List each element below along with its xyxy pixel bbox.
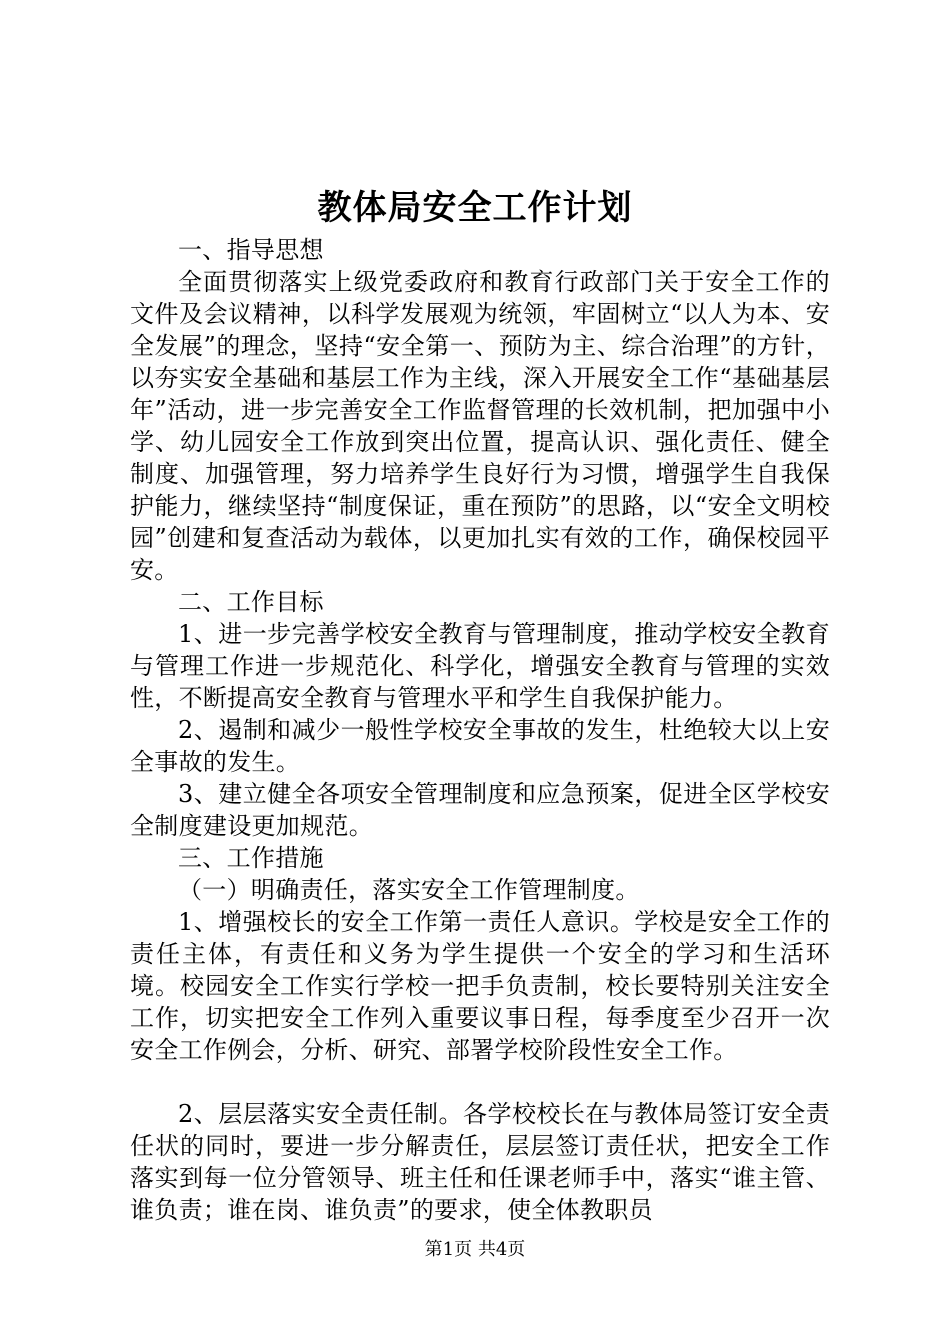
paragraph-goal-3: 3、建立健全各项安全管理制度和应急预案，促进全区学校安全制度建设更加规范。	[130, 780, 830, 840]
paragraph-goal-2: 2、遏制和减少一般性学校安全事故的发生，杜绝较大以上安全事故的发生。	[130, 716, 830, 776]
paragraph-measure-2: 2、层层落实安全责任制。各学校校长在与教体局签订安全责任状的同时，要进一步分解责任，层层签订责任状，把安全工作落实到每一位分管领导、班主任和任课老师手中，落实“谁主管、谁负责；谁在岗、谁负责”的要求，使全体教职员	[130, 1100, 830, 1224]
subsection-heading-responsibility: （一）明确责任，落实安全工作管理制度。	[178, 876, 640, 904]
paragraph-measure-1: 1、增强校长的安全工作第一责任人意识。学校是安全工作的责任主体，有责任和义务为学生提供一个安全的学习和生活环境。校园安全工作实行学校一把手负责制，校长要特别关注安全工作，切实把安全工作列入重要议事日程，每季度至少召开一次安全工作例会，分析、研究、部署学校阶段性安全工作。	[130, 908, 830, 1064]
paragraph-goal-1: 1、进一步完善学校安全教育与管理制度，推动学校安全教育与管理工作进一步规范化、科学化，增强安全教育与管理的实效性，不断提高安全教育与管理水平和学生自我保护能力。	[130, 620, 830, 712]
document-title: 教体局安全工作计划	[317, 188, 633, 228]
document-body	[130, 234, 830, 1226]
section-heading-work-measures: 三、工作措施	[178, 844, 324, 872]
page-footer: 第1页 共4页	[424, 1239, 526, 1260]
paragraph-guiding-thought: 全面贯彻落实上级党委政府和教育行政部门关于安全工作的文件及会议精神，以科学发展观为统领，牢固树立“以人为本、安全发展”的理念，坚持“安全第一、预防为主、综合治理”的方针，以夯实安全基础和基层工作为主线，深入开展安全工作“基础基层年”活动，进一步完善安全工作监督管理的长效机制，把加强中小学、幼儿园安全工作放到突出位置，提高认识、强化责任、健全制度、加强管理，努力培养学生良好行为习惯，增强学生自我保护能力，继续坚持“制度保证，重在预防”的思路，以“安全文明校园”创建和复查活动为载体，以更加扎实有效的工作，确保校园平安。	[130, 268, 830, 584]
section-heading-work-goals: 二、工作目标	[178, 588, 324, 616]
section-heading-guiding-thought: 一、指导思想	[178, 236, 324, 264]
